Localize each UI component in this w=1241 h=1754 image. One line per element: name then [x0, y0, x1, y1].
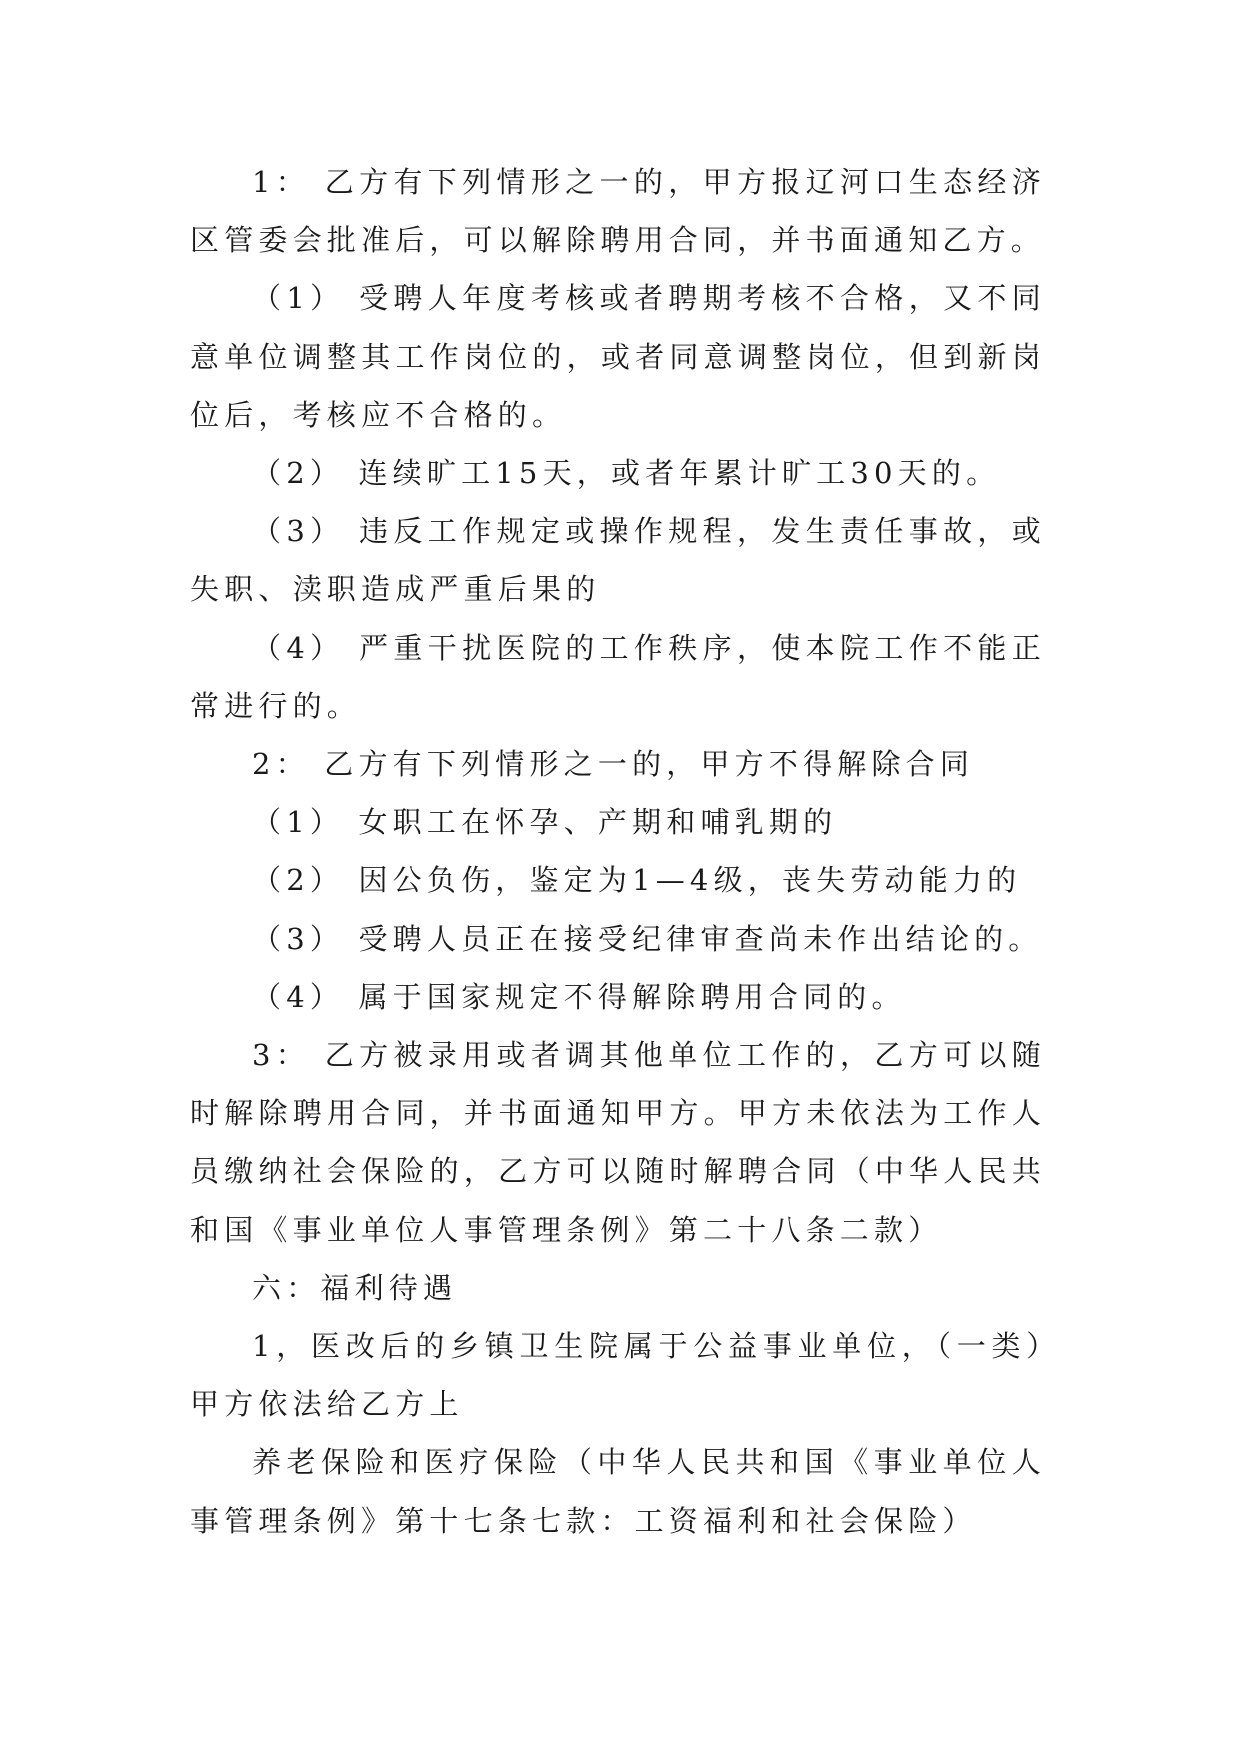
paragraph-clause-2-item-3: （3） 受聘人员正在接受纪律审查尚未作出结论的。 [252, 921, 1043, 956]
paragraph-clause-2-item-2: （2） 因公负伤，鉴定为1—4级，丧失劳动能力的 [252, 863, 1022, 898]
paragraph-clause-3: 3： 乙方被录用或者调其他单位工作的，乙方可以随时解除聘用合同，并书面通知甲方。甲方未依法为工作人员缴纳社会保险的，乙方可以随时解聘合同（中华人民共和国《事业单位人事管理条例》第二十八条二款） [190, 1038, 1046, 1247]
paragraph-welfare-1: 1，医改后的乡镇卫生院属于公益事业单位，（一类）甲方依法给乙方上 [190, 1329, 1046, 1422]
paragraph-clause-2-item-1: （1） 女职工在怀孕、产期和哺乳期的 [252, 805, 838, 840]
paragraph-clause-1-item-1: （1） 受聘人年度考核或者聘期考核不合格，又不同意单位调整其工作岗位的，或者同意调整岗位，但到新岗位后，考核应不合格的。 [190, 281, 1046, 432]
paragraph-clause-1-item-4: （4） 严重干扰医院的工作秩序，使本院工作不能正常进行的。 [190, 630, 1046, 723]
paragraph-clause-2: 2： 乙方有下列情形之一的，甲方不得解除合同 [252, 747, 975, 782]
paragraph-clause-2-item-4: （4） 属于国家规定不得解除聘用合同的。 [252, 979, 906, 1014]
document-page [190, 153, 1046, 1550]
paragraph-welfare-1-continued: 养老保险和医疗保险（中华人民共和国《事业单位人事管理条例》第十七条七款：工资福利和社会保险） [190, 1445, 1046, 1538]
section-heading-welfare: 六：福利待遇 [252, 1270, 458, 1305]
paragraph-clause-1: 1： 乙方有下列情形之一的，甲方报辽河口生态经济区管委会批准后，可以解除聘用合同，并书面通知乙方。 [190, 165, 1046, 258]
paragraph-clause-1-item-2: （2） 连续旷工15天，或者年累计旷工30天的。 [252, 456, 1001, 491]
paragraph-clause-1-item-3: （3） 违反工作规定或操作规程，发生责任事故，或失职、渎职造成严重后果的 [190, 514, 1046, 607]
